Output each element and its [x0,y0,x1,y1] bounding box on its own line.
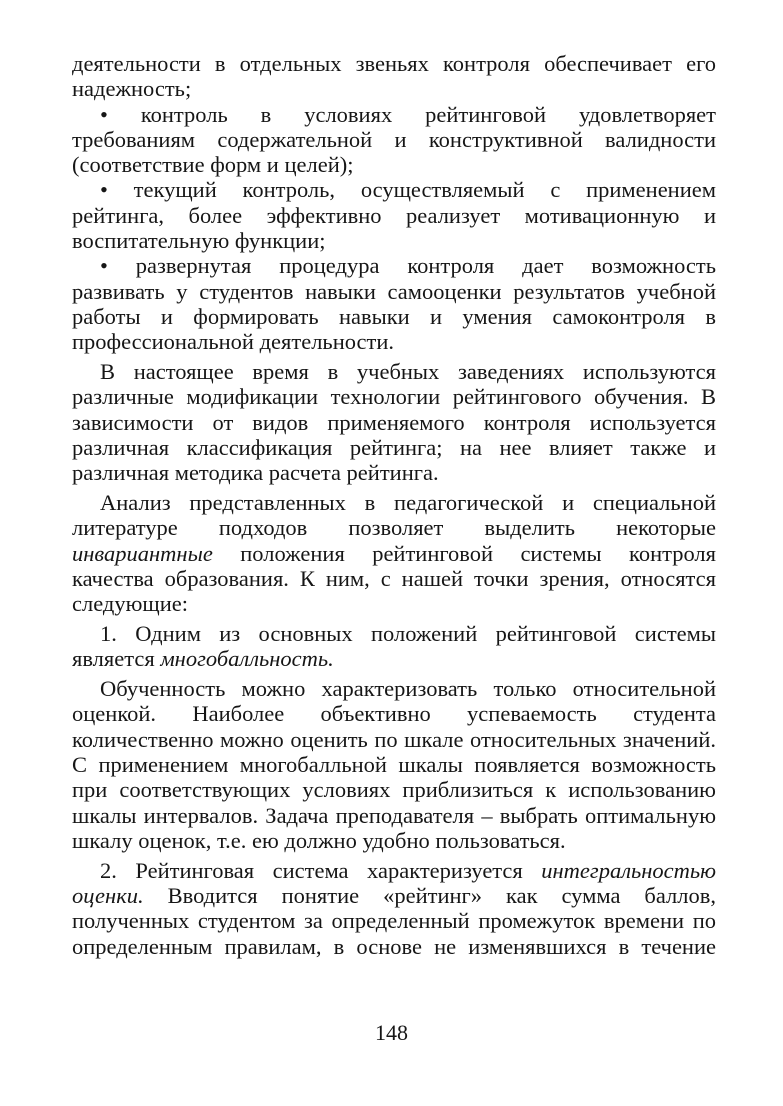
text-line [72,803,716,828]
text-segment: зависимости от видов применяемого контроля используется [72,409,716,435]
text-line [72,152,716,177]
italic-term: многобалльность. [160,646,334,672]
text-line [72,883,716,908]
text-segment: С применением многобалльной шкалы появляется возможность [72,752,716,778]
text-line [72,566,716,591]
text-segment: литературе подходов позволяет выделить некоторые [72,515,716,541]
italic-term: инвариантные [72,540,213,566]
text-line [72,253,716,278]
text-line [72,646,716,671]
text-line [72,752,716,777]
text-segment: профессиональной деятельности. [72,329,395,355]
text-line [72,127,716,152]
text-segment: следующие: [72,591,189,617]
text-line [72,76,716,101]
text-line [72,701,716,726]
text-line [72,727,716,752]
text-segment: качества образования. К ним, с нашей точки зрения, относятся [72,565,716,591]
text-segment: является [72,646,161,672]
text-segment: количественно можно оценить по шкале относительных значений. [72,726,716,752]
text-segment: • развернутая процедура контроля дает возможность [100,253,716,279]
text-line [72,51,716,76]
text-segment: шкалы интервалов. Задача преподавателя – выбрать оптимальную [72,802,716,828]
text-line [72,777,716,802]
text-segment: рейтинга, более эффективно реализует мотивационную и [72,202,716,228]
text-segment: надежность; [72,76,192,102]
text-line [72,908,716,933]
text-line [72,460,716,485]
text-segment: определенным правилам, в основе не изменявшихся в течение [72,933,716,959]
text-segment: различные модификации технологии рейтингового обучения. В [72,384,716,410]
text-line [72,591,716,616]
text-line [72,329,716,354]
text-line [72,203,716,228]
text-line [72,410,716,435]
text-segment: Обученность можно характеризовать только относительной [100,676,716,702]
page-body-text [72,51,716,959]
text-segment: 2. Рейтинговая система характеризуется [100,857,542,883]
text-segment: работы и формировать навыки и умения самоконтроля в [72,303,716,329]
text-line [72,384,716,409]
text-line [72,490,716,515]
text-segment: при соответствующих условиях приблизиться к использованию [72,777,716,803]
text-segment: требованиям содержательной и конструктивной валидности [72,126,716,152]
text-segment: развивать у студентов навыки самооценки результатов учебной [72,278,716,304]
text-segment: полученных студентом за определенный промежуток времени по [72,908,716,934]
text-segment: различная классификация рейтинга; на нее влияет также и [72,434,716,460]
text-line [72,541,716,566]
text-line [72,621,716,646]
text-segment: • текущий контроль, осуществляемый с применением [100,177,716,203]
text-line [72,228,716,253]
text-line [72,102,716,127]
italic-term: оценки. [72,883,144,908]
text-line [72,304,716,329]
text-segment: Анализ представленных в педагогической и специальной [100,490,716,516]
text-line [72,515,716,540]
text-line [72,177,716,202]
text-line [72,828,716,853]
italic-term: интегральностью [541,857,716,883]
text-segment: воспитательную функции; [72,228,326,254]
text-line [72,435,716,460]
text-segment: различная методика расчета рейтинга. [72,460,439,486]
text-segment: шкалу оценок, т.е. ею должно удобно пользоваться. [72,827,566,853]
text-line [72,279,716,304]
page-number: 148 [375,1020,408,1045]
text-segment: Вводится понятие «рейтинг» как сумма баллов, [143,883,716,908]
text-segment: В настоящее время в учебных заведениях используются [100,359,716,385]
text-line [72,359,716,384]
text-segment: 1. Одним из основных положений рейтинговой системы [100,621,716,647]
text-segment: (соответствие форм и целей); [72,152,354,178]
text-segment: деятельности в отдельных звеньях контроля обеспечивает его [72,51,716,76]
text-line [72,676,716,701]
text-line [72,934,716,959]
text-segment: • контроль в условиях рейтинговой удовлетворяет [100,101,716,127]
text-segment: положения рейтинговой системы контроля [212,540,716,566]
text-line [72,858,716,883]
text-segment: оценкой. Наиболее объективно успеваемость студента [72,701,716,727]
